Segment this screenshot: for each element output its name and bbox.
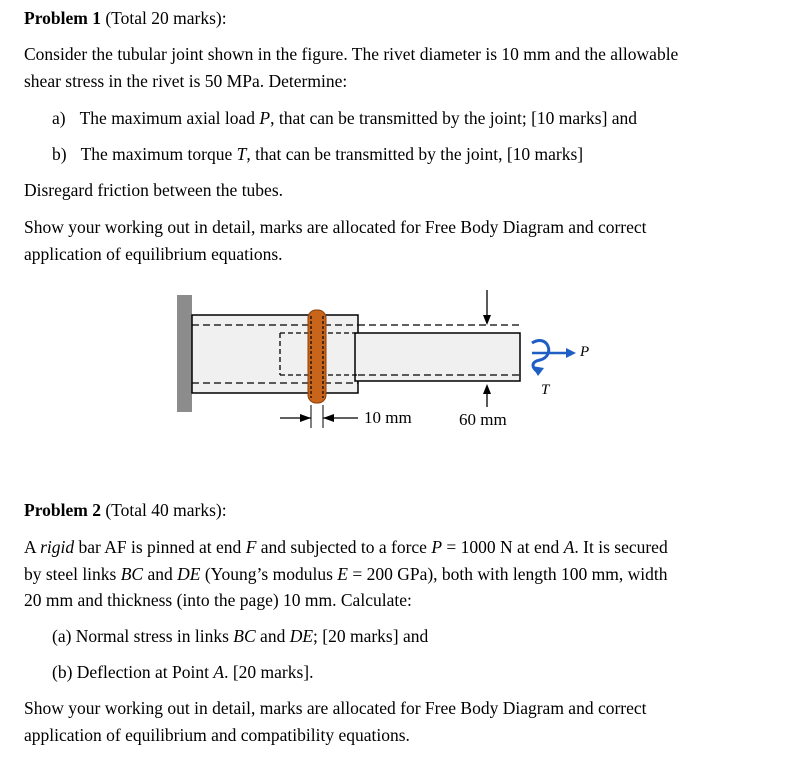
p2-a-text2: ; [20 marks] and: [313, 626, 429, 646]
p2-l1-F: F: [245, 537, 257, 557]
item-a-prefix: a): [52, 108, 66, 128]
problem1-show-line2: application of equilibrium equations.: [24, 244, 283, 264]
problem2-line1: [24, 537, 668, 558]
problem2-item-a: [52, 626, 428, 647]
item-a-var: P: [259, 108, 271, 128]
problem2-show-line1: Show your working out in detail, marks are allocated for Free Body Diagram and correct: [24, 698, 647, 718]
label-T: T: [541, 382, 550, 398]
problem1-intro-line2: shear stress in the rivet is 50 MPa. Determine:: [24, 71, 348, 91]
p2-a-and: and: [255, 626, 290, 646]
problem1-show-line1: Show your working out in detail, marks are allocated for Free Body Diagram and correct: [24, 217, 647, 237]
problem2-heading-rest: (Total 40 marks):: [100, 500, 227, 520]
p2-l1-rigid: rigid: [40, 537, 75, 557]
problem1-intro-line1: Consider the tubular joint shown in the figure. The rivet diameter is 10 mm and the allowable: [24, 44, 679, 64]
problem1-heading-rest: (Total 20 marks):: [100, 8, 227, 28]
problem1-heading-bold: Problem 1: [24, 8, 101, 28]
fixed-wall: [177, 295, 192, 412]
p2-b-text2: . [20 marks].: [224, 662, 314, 682]
force-p-head: [566, 348, 576, 358]
p2-l2-a: by steel links: [24, 564, 121, 584]
item-b-var: T: [236, 144, 247, 164]
problem2-item-b: [52, 662, 314, 683]
p2-l1-e: . It is secured: [574, 537, 668, 557]
p2-l1-b: bar AF is pinned at end: [74, 537, 246, 557]
p2-b-text1: (b) Deflection at Point: [52, 662, 214, 682]
inner-tube: [355, 333, 520, 381]
outer-tube: [192, 315, 358, 393]
item-a-text2: , that can be transmitted by the joint; [10 marks] and: [270, 108, 638, 128]
label-10mm: 10 mm: [364, 408, 412, 427]
p2-l2-c: (Young’s modulus: [200, 564, 338, 584]
p2-l2-b: and: [143, 564, 178, 584]
problem2-heading: [24, 500, 227, 521]
dim-arrow-left-head: [300, 414, 311, 422]
item-a-text1: The maximum axial load: [79, 108, 260, 128]
p2-l1-P: P: [431, 537, 443, 557]
problem2-line2: [24, 564, 667, 585]
problem1-disregard: Disregard friction between the tubes.: [24, 180, 284, 200]
dim-arrow-right-head: [323, 414, 334, 422]
problem2-line3: 20 mm and thickness (into the page) 10 mm. Calculate:: [24, 590, 412, 610]
label-P: P: [580, 344, 590, 360]
pointer-top-head: [483, 315, 491, 325]
p2-l2-BC: BC: [120, 564, 144, 584]
p2-a-DE: DE: [289, 626, 314, 646]
torque-arrow-head: [532, 366, 544, 376]
item-b-text2: , that can be transmitted by the joint, [10 marks]: [246, 144, 584, 164]
problem2-heading-bold: Problem 2: [24, 500, 101, 520]
item-b-prefix: b): [52, 144, 67, 164]
p2-a-BC: BC: [233, 626, 256, 646]
p2-l1-a: A: [24, 537, 41, 557]
label-60mm: 60 mm: [459, 410, 507, 429]
p2-l1-A: A: [563, 537, 575, 557]
p2-l2-E: E: [337, 564, 348, 584]
p2-l2-DE: DE: [177, 564, 201, 584]
p2-a-text1: (a) Normal stress in links: [52, 626, 234, 646]
pointer-bottom-head: [483, 384, 491, 394]
p2-b-A: A: [213, 662, 225, 682]
item-b-text1: The maximum torque: [80, 144, 237, 164]
p2-l2-d: = 200 GPa), both with length 100 mm, width: [347, 564, 668, 584]
problem2-show-line2: application of equilibrium and compatibility equations.: [24, 725, 410, 745]
p2-l1-d: = 1000 N at end: [442, 537, 564, 557]
p2-l1-c: and subjected to a force: [256, 537, 432, 557]
